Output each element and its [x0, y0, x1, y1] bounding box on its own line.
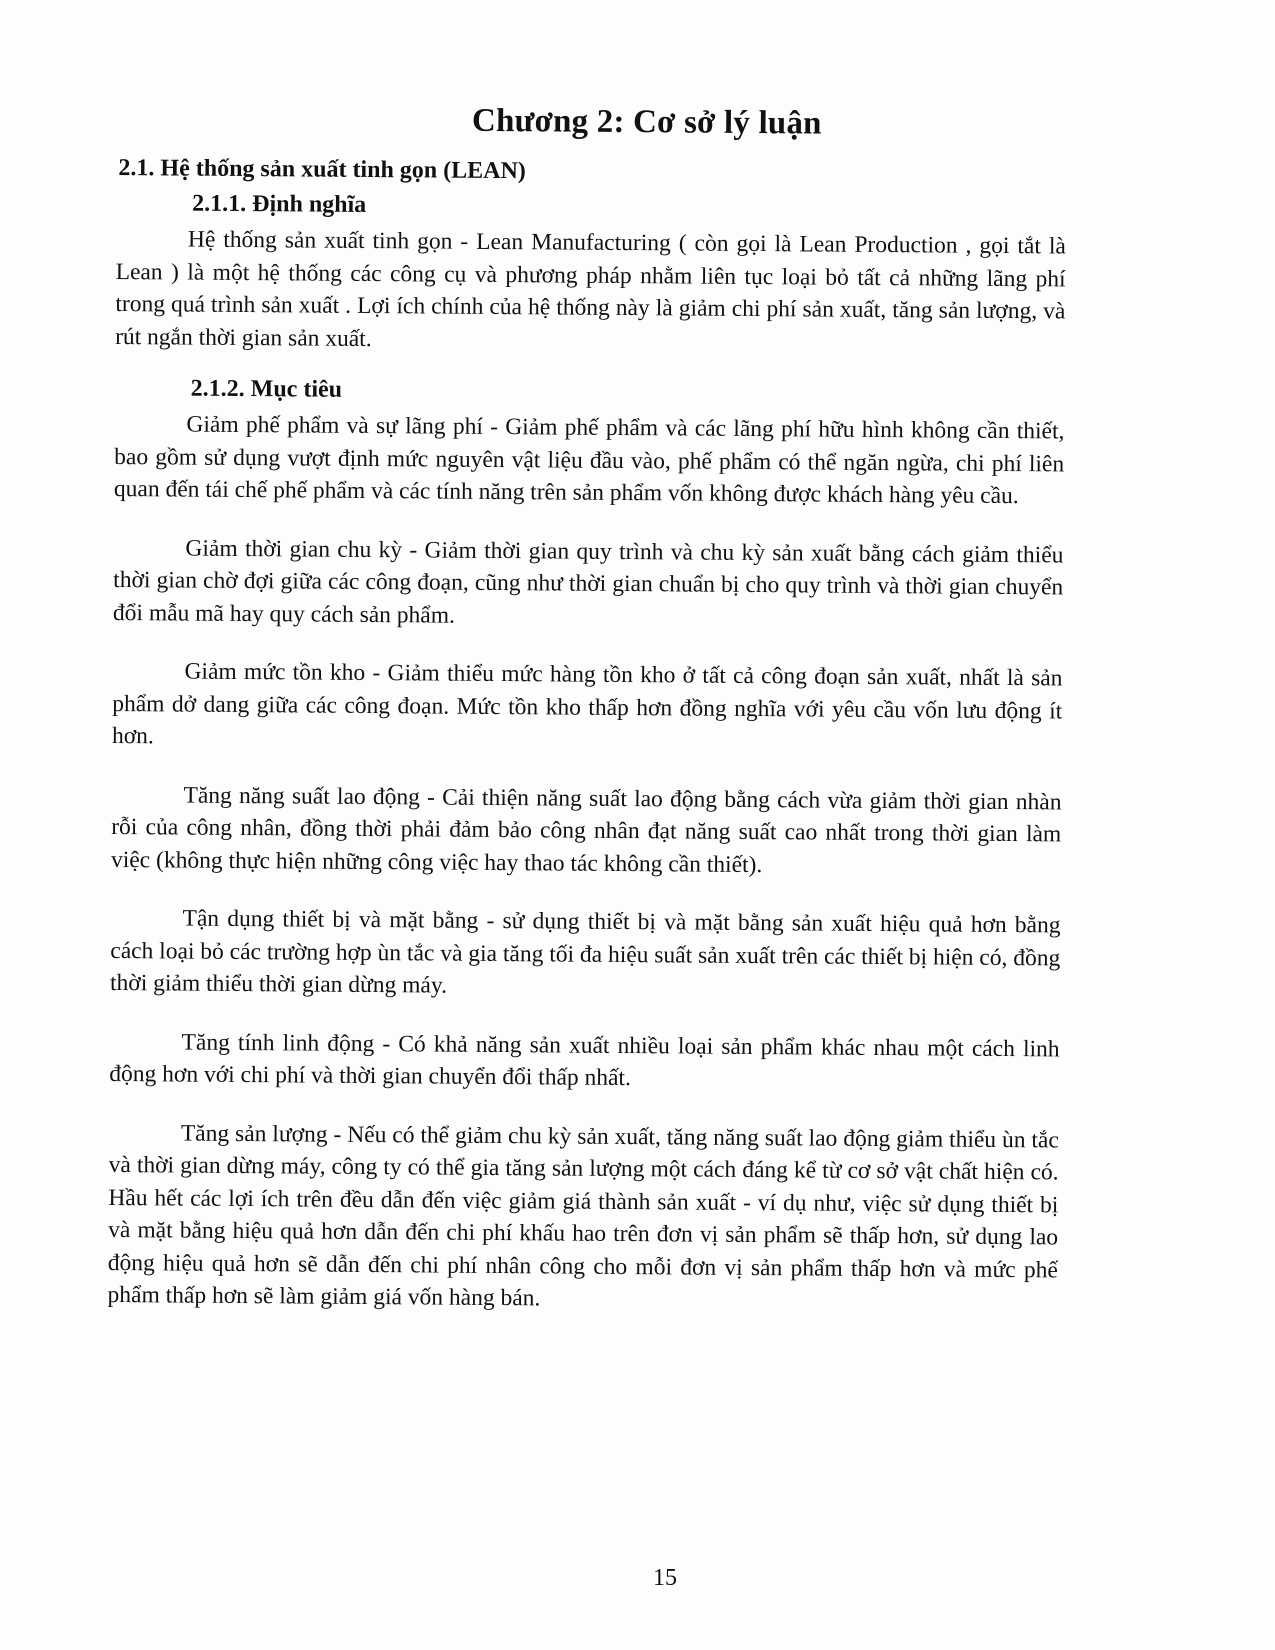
page-number: 15	[653, 1565, 677, 1591]
page-content	[107, 100, 1066, 1319]
subsection-heading-objectives: 2.1.2. Mục tiêu	[190, 375, 343, 403]
chapter-title: Chương 2: Cơ sở lý luận	[471, 102, 822, 142]
subsection-heading-definition: 2.1.1. Định nghĩa	[192, 190, 367, 218]
paragraph-reduce-inventory: Giảm mức tồn kho - Giảm thiểu mức hàng tồn kho ở tất cả công đoạn sản xuất, nhất là sản phẩm dở dang giữa các công đoạn. Mức tồn kho thấp hơn đồng nghĩa với yêu cầu vốn lưu động ít hơn.	[111, 658, 1063, 750]
paragraph-reduce-waste: Giảm phế phẩm và sự lãng phí - Giảm phế phẩm và các lãng phí hữu hình không cần thiết, bao gồm sử dụng vượt định mức nguyên vật liệu đầu vào, phế phẩm có thể ngăn ngừa, chi phí liên quan đến tái chế phế phẩm và các tính năng trên sản phẩm vốn không được khách hàng yêu cầu.	[113, 411, 1065, 510]
section-heading: 2.1. Hệ thống sản xuất tinh gọn (LEAN)	[118, 155, 526, 185]
paragraph-definition: Hệ thống sản xuất tinh gọn - Lean Manufacturing ( còn gọi là Lean Production , gọi tắt là Lean ) là một hệ thống các công cụ và phương pháp nhằm liên tục loại bỏ tất cả những lãng phí trong quá trình sản xuất . Lợi ích chính của hệ thống này là giảm chi phí sản xuất, tăng sản lượng, và rút ngắn thời gian sản xuất.	[115, 226, 1066, 352]
paragraph-equipment-utilization: Tận dụng thiết bị và mặt bằng - sử dụng thiết bị và mặt bằng sản xuất hiệu quả hơn bằng cách loại bỏ các trường hợp ùn tắc và gia tăng tối đa hiệu suất sản xuất trên các thiết bị hiện có, đồng thời giảm thiểu thời gian dừng máy.	[109, 905, 1061, 999]
paragraph-increase-output: Tăng sản lượng - Nếu có thể giảm chu kỳ sản xuất, tăng năng suất lao động giảm thiểu ùn tắc và thời gian dừng máy, công ty có thể gia tăng sản lượng một cách đáng kể từ cơ sở vật chất hiện có. Hầu hết các lợi ích trên đều dẫn đến việc giảm giá thành sản xuất - ví dụ như, việc sử dụng thiết bị và mặt bằng hiệu quả hơn dẫn đến chi phí khấu hao trên đơn vị sản phẩm sẽ thấp hơn, sử dụng lao động hiệu quả hơn sẽ dẫn đến chi phí nhân công cho mỗi đơn vị sản phẩm thấp hơn và mức phế phẩm thấp hơn sẽ làm giảm giá vốn hàng bán.	[107, 1120, 1059, 1312]
paragraph-increase-productivity: Tăng năng suất lao động - Cải thiện năng suất lao động bằng cách vừa giảm thời gian nhàn rỗi của công nhân, đồng thời phải đảm bảo công nhân đạt năng suất cao nhất trong thời gian làm việc (không thực hiện những công việc hay thao tác không cần thiết).	[110, 782, 1062, 878]
paragraph-reduce-cycle-time: Giảm thời gian chu kỳ - Giảm thời gian quy trình và chu kỳ sản xuất bằng cách giảm thiểu thời gian chờ đợi giữa các công đoạn, cũng như thời gian chuẩn bị cho quy trình và thời gian chuyển đổi mẫu mã hay quy cách sản phẩm.	[112, 535, 1064, 629]
paragraph-flexibility: Tăng tính linh động - Có khả năng sản xuất nhiều loại sản phẩm khác nhau một cách linh động hơn với chi phí và thời gian chuyển đổi thấp nhất.	[109, 1029, 1060, 1092]
